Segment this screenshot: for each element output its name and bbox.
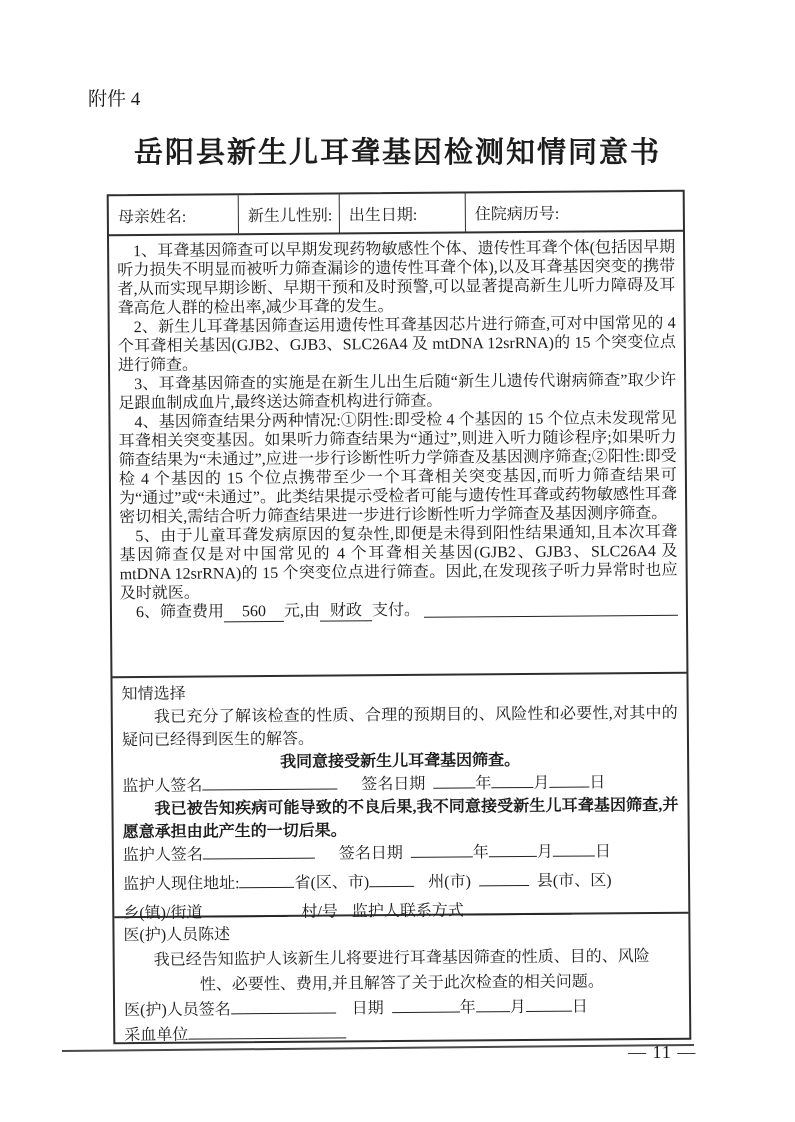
month-label: 月: [509, 999, 526, 1017]
info-paragraph-5: 5、由于儿童耳聋发病原因的复杂性,即便是未得到阳性结果通知,且本次耳聋基因筛查仅是对中国常见的 4 个耳聋相关基因(GJB2、GJB3、SLC26A4 及 mtDNA 12srRNA)的 15 个突变位点进行筛查。因此,在发现孩子听力异常时也应及时就医。: [119, 523, 678, 603]
staff-sign-label: 医(护)人员签名: [124, 1001, 231, 1020]
document-title: 岳阳县新生儿耳聋基因检测知情同意书: [133, 137, 661, 169]
info-paragraph-2: 2、新生儿耳聋基因筛查运用遗传性耳聋基因芯片进行筛查,可对中国常见的 4 个耳聋相关基因(GJB2、GJB3、SLC26A4 及 mtDNA 12srRNA)的 15 个突变位点进行筛查。: [117, 314, 676, 375]
blank-line: [433, 776, 475, 788]
contact-label: 监护人联系方式: [351, 902, 464, 921]
year-label: 年: [472, 844, 489, 862]
guardian-sign-label: 监护人签名: [122, 846, 203, 865]
blank-line: [203, 847, 315, 860]
staff-section: [114, 912, 689, 1043]
info-paragraph-3: 3、耳聋基因筛查的实施是在新生儿出生后随“新生儿遗传代谢病筛查”取少许足跟血制成血片,最终送达筛查机构进行筛查。: [118, 371, 677, 413]
blank-line: [491, 776, 533, 788]
county-label: 县(市、区): [536, 872, 612, 890]
blank-line: [202, 905, 287, 918]
blank-line: [188, 1026, 346, 1039]
sign-date-label: 签名日期: [338, 844, 403, 863]
disagree-statement: 我已被告知疾病可能导致的不良后果,我不同意接受新生儿耳聋基因筛查,并愿意承担由此产生的一切后果。: [122, 796, 679, 842]
blank-line: [231, 1002, 336, 1015]
village-label: 村/号: [301, 903, 338, 921]
township-label: 乡(镇)/街道: [123, 904, 203, 923]
blank-line: [479, 874, 529, 886]
blood-unit-label: 采血单位: [124, 1026, 189, 1045]
blank-line: [239, 876, 294, 888]
city-label: 州(市): [428, 873, 471, 891]
staff-heading: 医(护)人员陈述: [123, 926, 231, 945]
field-newborn-gender: 新生儿性别:: [239, 194, 340, 233]
blank-line: [549, 776, 589, 788]
info-paragraph-1: 1、耳聋基因筛查可以早期发现药物敏感性个体、遗传性耳聋个体(包括因早期听力损失不明显而被听力筛查漏诊的遗传性耳聋个体),以及耳聋基因突变的携带者,从而实现早期诊断、早期干预和及时预警,可以显著提高新生儿听力障碍及耳聋高危人群的检出率,减少耳聋的发生。: [117, 238, 676, 318]
form-table: [107, 190, 692, 1045]
guardian-sign-label: 监护人签名: [122, 777, 203, 796]
year-label: 年: [475, 775, 492, 793]
blank-line: [424, 615, 678, 618]
fee-payer-value: 财政: [320, 601, 372, 621]
month-label: 月: [533, 774, 550, 792]
info-paragraph-6: [120, 599, 678, 623]
sign-date-label: 签名日期: [361, 775, 426, 794]
date-label: 日期: [351, 1000, 384, 1018]
page-number: — 11 —: [628, 1042, 697, 1062]
consent-heading: 知情选择: [121, 685, 186, 704]
day-label: 日: [594, 843, 611, 861]
staff-statement: 我已经告知监护人该新生儿将要进行耳聋基因筛查的性质、目的、风险性、必要性、费用,并且解答了关于此次检查的相关问题。: [153, 948, 650, 994]
blank-line: [553, 844, 595, 856]
consent-statement: 我已充分了解该检查的性质、合理的预期目的、风险性和必要性,对其中的疑问已经得到医生的解答。: [121, 704, 678, 750]
fee-prefix-label: 6、筛查费用: [135, 603, 225, 622]
blank-line: [369, 875, 414, 887]
province-label: 省(区、市): [294, 874, 370, 892]
fee-amount-value: 560: [224, 602, 284, 622]
field-birth-date: 出生日期:: [340, 193, 466, 232]
year-label: 年: [459, 999, 476, 1017]
day-label: 日: [571, 998, 588, 1016]
fee-suffix-label: 支付。: [371, 601, 421, 620]
field-medical-record-no: 住院病历号:: [474, 205, 560, 223]
blood-unit-row: [124, 1019, 680, 1048]
address-row: [123, 869, 679, 896]
blank-line: [476, 1000, 510, 1012]
day-label: 日: [589, 774, 606, 792]
consent-section: [112, 672, 688, 923]
blank-line: [526, 1000, 572, 1012]
month-label: 月: [536, 843, 553, 861]
header-row: [109, 192, 683, 237]
address-label: 监护人现住地址:: [123, 875, 240, 894]
field-mother-name: 母亲姓名:: [109, 195, 239, 234]
fee-mid-label: 元,由: [283, 602, 321, 620]
info-section: [109, 232, 686, 676]
agree-statement: 我同意接受新生儿耳聋基因筛查。: [280, 752, 521, 771]
blank-line: [464, 903, 572, 916]
blank-line: [392, 1001, 460, 1014]
attachment-label: 附件 4: [88, 89, 141, 110]
blank-line: [202, 777, 337, 790]
blank-line: [489, 845, 537, 857]
blank-line: [411, 845, 473, 857]
info-paragraph-4: 4、基因筛查结果分两种情况:①阴性:即受检 4 个基因的 15 个位点未发现常见耳聋相关突变基因。如果听力筛查结果为“通过”,则进入听力随诊程序;如果听力筛查结果为“未通过”,应进一步行诊断性听力学筛查及基因测序筛查;②阳性:即受检 4 个基因的 15 个位点携带至少一个耳聋相关突变基因,而听力筛查结果可为“通过”或“未通过”。此类结果提示受检者可能与遗传性耳聋或药物敏感性耳聋密切相关,需结合听力筛查结果进一步进行诊断性听力学筛查及基因测序筛查。: [118, 409, 678, 527]
disagree-signature-row: [123, 840, 679, 867]
